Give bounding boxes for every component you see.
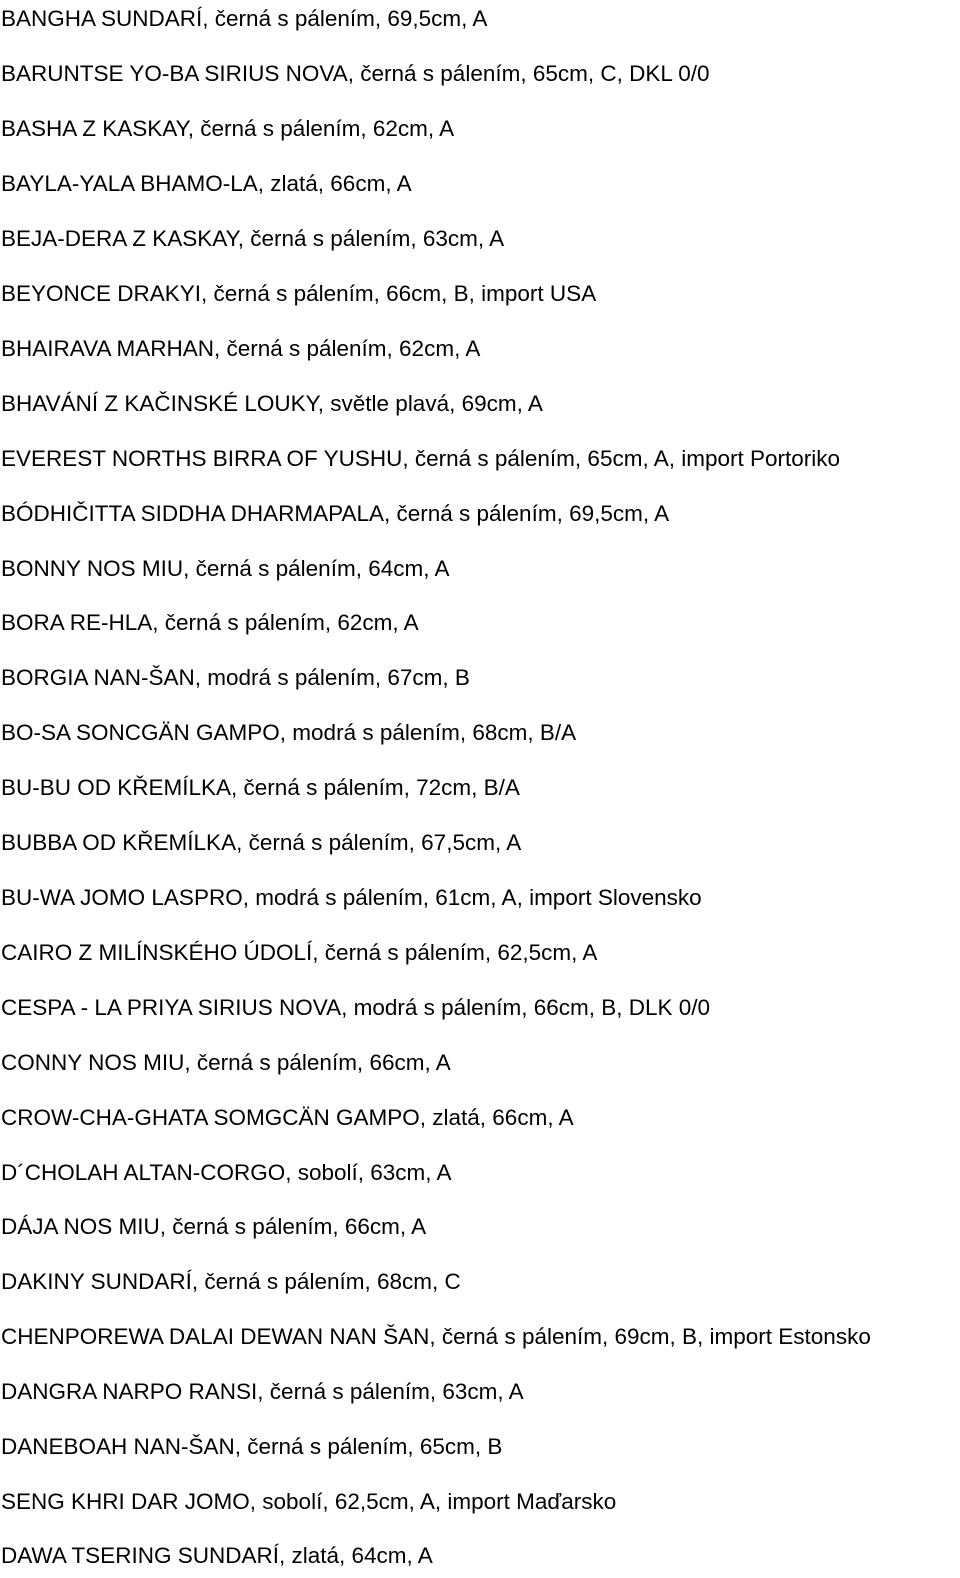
list-item: BHAIRAVA MARHAN, černá s pálením, 62cm, A	[1, 336, 481, 361]
list-item: BEYONCE DRAKYI, černá s pálením, 66cm, B, import USA	[1, 281, 597, 306]
list-item: BARUNTSE YO-BA SIRIUS NOVA, černá s pálením, 65cm, C, DKL 0/0	[1, 61, 710, 86]
list-item: CONNY NOS MIU, černá s pálením, 66cm, A	[1, 1050, 451, 1075]
list-item: SENG KHRI DAR JOMO, sobolí, 62,5cm, A, import Maďarsko	[1, 1489, 617, 1514]
list-item: BO-SA SONCGÄN GAMPO, modrá s pálením, 68cm, B/A	[1, 720, 577, 745]
list-item: BORA RE-HLA, černá s pálením, 62cm, A	[1, 610, 419, 635]
list-item: BU-WA JOMO LASPRO, modrá s pálením, 61cm, A, import Slovensko	[1, 885, 702, 910]
list-item: BUBBA OD KŘEMÍLKA, černá s pálením, 67,5cm, A	[1, 830, 522, 855]
list-item: BANGHA SUNDARÍ, černá s pálením, 69,5cm, A	[1, 6, 488, 31]
list-item: BU-BU OD KŘEMÍLKA, černá s pálením, 72cm, B/A	[1, 775, 520, 800]
list-item: CROW-CHA-GHATA SOMGCÄN GAMPO, zlatá, 66cm, A	[1, 1105, 574, 1130]
list-item: BHAVÁNÍ Z KAČINSKÉ LOUKY, světle plavá, 69cm, A	[1, 391, 543, 416]
list-item: DAKINY SUNDARÍ, černá s pálením, 68cm, C	[1, 1269, 461, 1294]
list-item: DÁJA NOS MIU, černá s pálením, 66cm, A	[1, 1214, 427, 1239]
list-item: BASHA Z KASKAY, černá s pálením, 62cm, A	[1, 116, 455, 141]
list-item: BORGIA NAN-ŠAN, modrá s pálením, 67cm, B	[1, 665, 470, 690]
list-item: CESPA - LA PRIYA SIRIUS NOVA, modrá s pálením, 66cm, B, DLK 0/0	[1, 995, 711, 1020]
list-item: DANGRA NARPO RANSI, černá s pálením, 63cm, A	[1, 1379, 524, 1404]
list-item: BAYLA-YALA BHAMO-LA, zlatá, 66cm, A	[1, 171, 412, 196]
list-item: BÓDHIČITTA SIDDHA DHARMAPALA, černá s pálením, 69,5cm, A	[1, 501, 670, 526]
list-item: CHENPOREWA DALAI DEWAN NAN ŠAN, černá s pálením, 69cm, B, import Estonsko	[1, 1324, 871, 1349]
list-item: BEJA-DERA Z KASKAY, černá s pálením, 63cm, A	[1, 226, 505, 251]
list-item: DANEBOAH NAN-ŠAN, černá s pálením, 65cm, B	[1, 1434, 503, 1459]
list-item: EVEREST NORTHS BIRRA OF YUSHU, černá s pálením, 65cm, A, import Portoriko	[1, 446, 841, 471]
list-item: D´CHOLAH ALTAN-CORGO, sobolí, 63cm, A	[1, 1160, 452, 1185]
list-item: BONNY NOS MIU, černá s pálením, 64cm, A	[1, 556, 450, 581]
list-item: DAWA TSERING SUNDARÍ, zlatá, 64cm, A	[1, 1543, 433, 1568]
list-item: CAIRO Z MILÍNSKÉHO ÚDOLÍ, černá s pálením, 62,5cm, A	[1, 940, 598, 965]
